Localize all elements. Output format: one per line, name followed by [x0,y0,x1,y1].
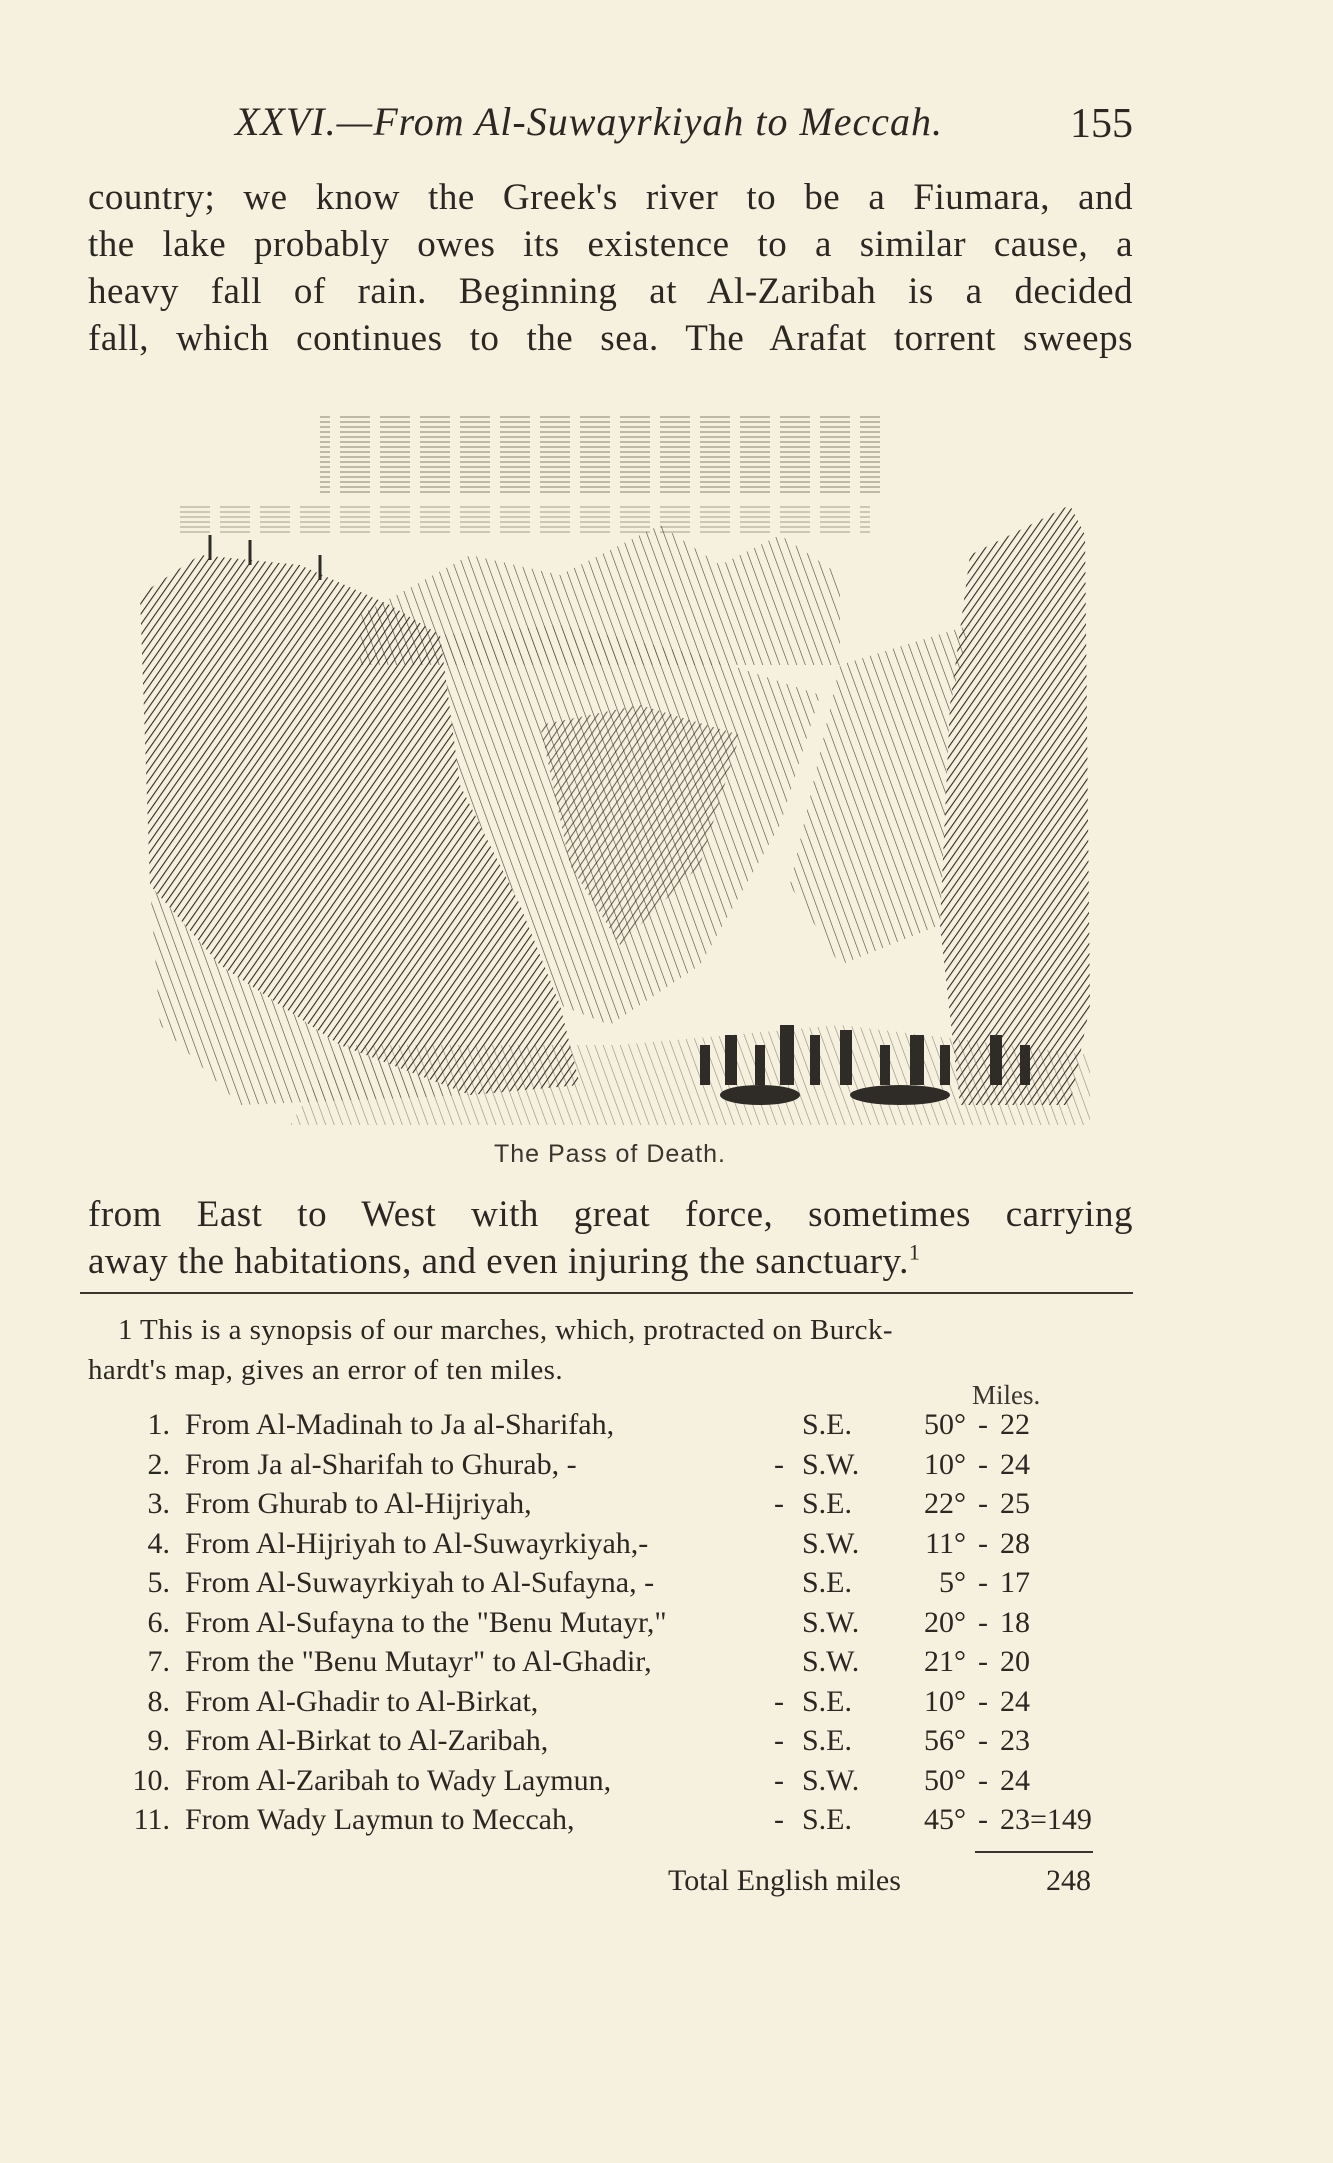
march-route: From Ghurab to Al-Hijriyah, [185,1487,532,1520]
march-miles: 28 [1000,1526,1030,1560]
march-route: From Al-Hijriyah to Al-Suwayrkiyah,- [185,1526,649,1560]
footnote [88,1310,1133,1386]
miles-column-header: Miles. [972,1380,1041,1410]
march-number: 1. [147,1408,170,1441]
march-degrees: 11° [925,1526,966,1560]
march-route: From Al-Suwayrkiyah to Al-Sufayna, - [185,1566,655,1599]
march-row [110,1487,1110,1527]
march-direction: S.E. [802,1684,853,1718]
march-direction: S.W. [802,1605,860,1639]
march-degrees: 10° [924,1447,966,1481]
march-degrees: 10° [924,1684,966,1718]
march-row [110,1645,1110,1685]
march-number: 8. [147,1684,170,1718]
running-title-text: XXVI.—From Al-Suwayrkiyah to Meccah. [235,99,944,144]
march-row [110,1566,1110,1606]
march-direction: S.W. [802,1645,860,1678]
march-row [110,1803,1110,1843]
footnote-text-line2: hardt's map, gives an error of ten miles. [88,1354,564,1386]
march-route: From the "Benu Mutayr" to Al-Ghadir, [185,1645,652,1678]
march-separator: - [978,1645,988,1678]
march-route: From Ja al-Sharifah to Ghurab, - [185,1447,577,1481]
march-miles: 17 [1000,1566,1030,1599]
march-direction: S.E. [802,1408,853,1441]
illustration-caption: The Pass of Death. [493,1140,726,1168]
march-separator: - [978,1763,988,1797]
march-number: 10. [132,1763,170,1797]
march-row [110,1527,1110,1567]
running-title [235,98,1135,145]
march-direction: S.E. [802,1566,853,1599]
march-dash: - [774,1684,784,1718]
march-separator: - [978,1605,988,1639]
march-row [110,1606,1110,1646]
march-miles: 24 [1000,1763,1030,1797]
march-dash: - [774,1487,784,1520]
march-separator: - [978,1447,988,1481]
total-rule [975,1851,1093,1853]
march-dash: - [774,1447,784,1481]
footnote-reference: 1 [908,1239,921,1265]
march-degrees: 45° [924,1803,966,1836]
march-direction: S.W. [802,1447,860,1481]
march-route: From Al-Sufayna to the "Benu Mutayr," [185,1605,667,1639]
march-number: 6. [147,1605,170,1639]
footnote-divider [80,1292,1133,1294]
march-number: 3. [147,1487,170,1520]
march-separator: - [978,1487,988,1520]
paragraph-1 [88,174,1133,362]
march-miles: 24 [1000,1447,1030,1481]
march-dash: - [774,1763,784,1797]
march-separator: - [978,1408,988,1441]
march-number: 4. [147,1526,170,1560]
march-separator: - [978,1724,988,1757]
march-degrees: 56° [924,1724,966,1757]
march-number: 7. [147,1645,170,1678]
march-direction: S.W. [802,1526,860,1560]
text-line: from East to West with great force, sometimes carrying [88,1194,1133,1235]
march-route: From Al-Ghadir to Al-Birkat, [185,1684,539,1718]
paragraph-2 [88,1191,1133,1285]
march-number: 5. [147,1566,170,1599]
march-row [110,1408,1110,1448]
march-direction: S.E. [802,1487,853,1520]
march-dash: - [774,1803,784,1836]
march-miles: 23=149 [1000,1803,1092,1836]
march-row [110,1764,1110,1804]
engraving-pass-of-death [140,405,1095,1125]
march-separator: - [978,1526,988,1560]
march-direction: S.E. [802,1803,853,1836]
march-row [110,1724,1110,1764]
march-row [110,1685,1110,1725]
march-separator: - [978,1684,988,1718]
march-degrees: 50° [924,1408,966,1441]
march-miles: 25 [1000,1487,1030,1520]
footnote-text-line1: This is a synopsis of our marches, which, protracted on Burck- [140,1314,893,1346]
march-route: From Wady Laymun to Meccah, [185,1803,575,1836]
march-degrees: 20° [924,1605,966,1639]
march-miles: 20 [1000,1645,1030,1678]
text-line: the lake probably owes its existence to a similar cause, a [88,224,1133,265]
march-degrees: 5° [939,1566,966,1599]
march-separator: - [978,1803,988,1836]
march-miles: 24 [1000,1684,1030,1718]
march-degrees: 22° [924,1487,966,1520]
march-dash: - [774,1724,784,1757]
march-direction: S.W. [802,1763,860,1797]
total-label: Total English miles [668,1864,901,1897]
march-degrees: 50° [924,1763,966,1797]
march-number: 11. [133,1803,170,1836]
march-row [110,1448,1110,1488]
march-separator: - [978,1566,988,1599]
march-miles: 23 [1000,1724,1030,1757]
march-number: 2. [147,1447,170,1481]
text-line: fall, which continues to the sea. The Arafat torrent sweeps [88,318,1133,359]
text-line-content: away the habitations, and even injuring the sanctuary. [88,1241,909,1282]
march-degrees: 21° [924,1645,966,1678]
march-number: 9. [147,1724,170,1757]
text-line: country; we know the Greek's river to be a Fiumara, and [88,177,1133,218]
march-miles: 22 [1000,1408,1030,1441]
text-line [88,1238,1133,1285]
footnote-marker: 1 [118,1314,133,1346]
march-route: From Al-Birkat to Al-Zaribah, [185,1724,549,1757]
text-line: heavy fall of rain. Beginning at Al-Zaribah is a decided [88,271,1133,312]
page-number: 155 [1070,101,1133,147]
march-direction: S.E. [802,1724,853,1757]
march-route: From Al-Madinah to Ja al-Sharifah, [185,1408,615,1441]
total-value: 248 [1046,1864,1091,1897]
march-miles: 18 [1000,1605,1030,1639]
march-route: From Al-Zaribah to Wady Laymun, [185,1763,612,1797]
